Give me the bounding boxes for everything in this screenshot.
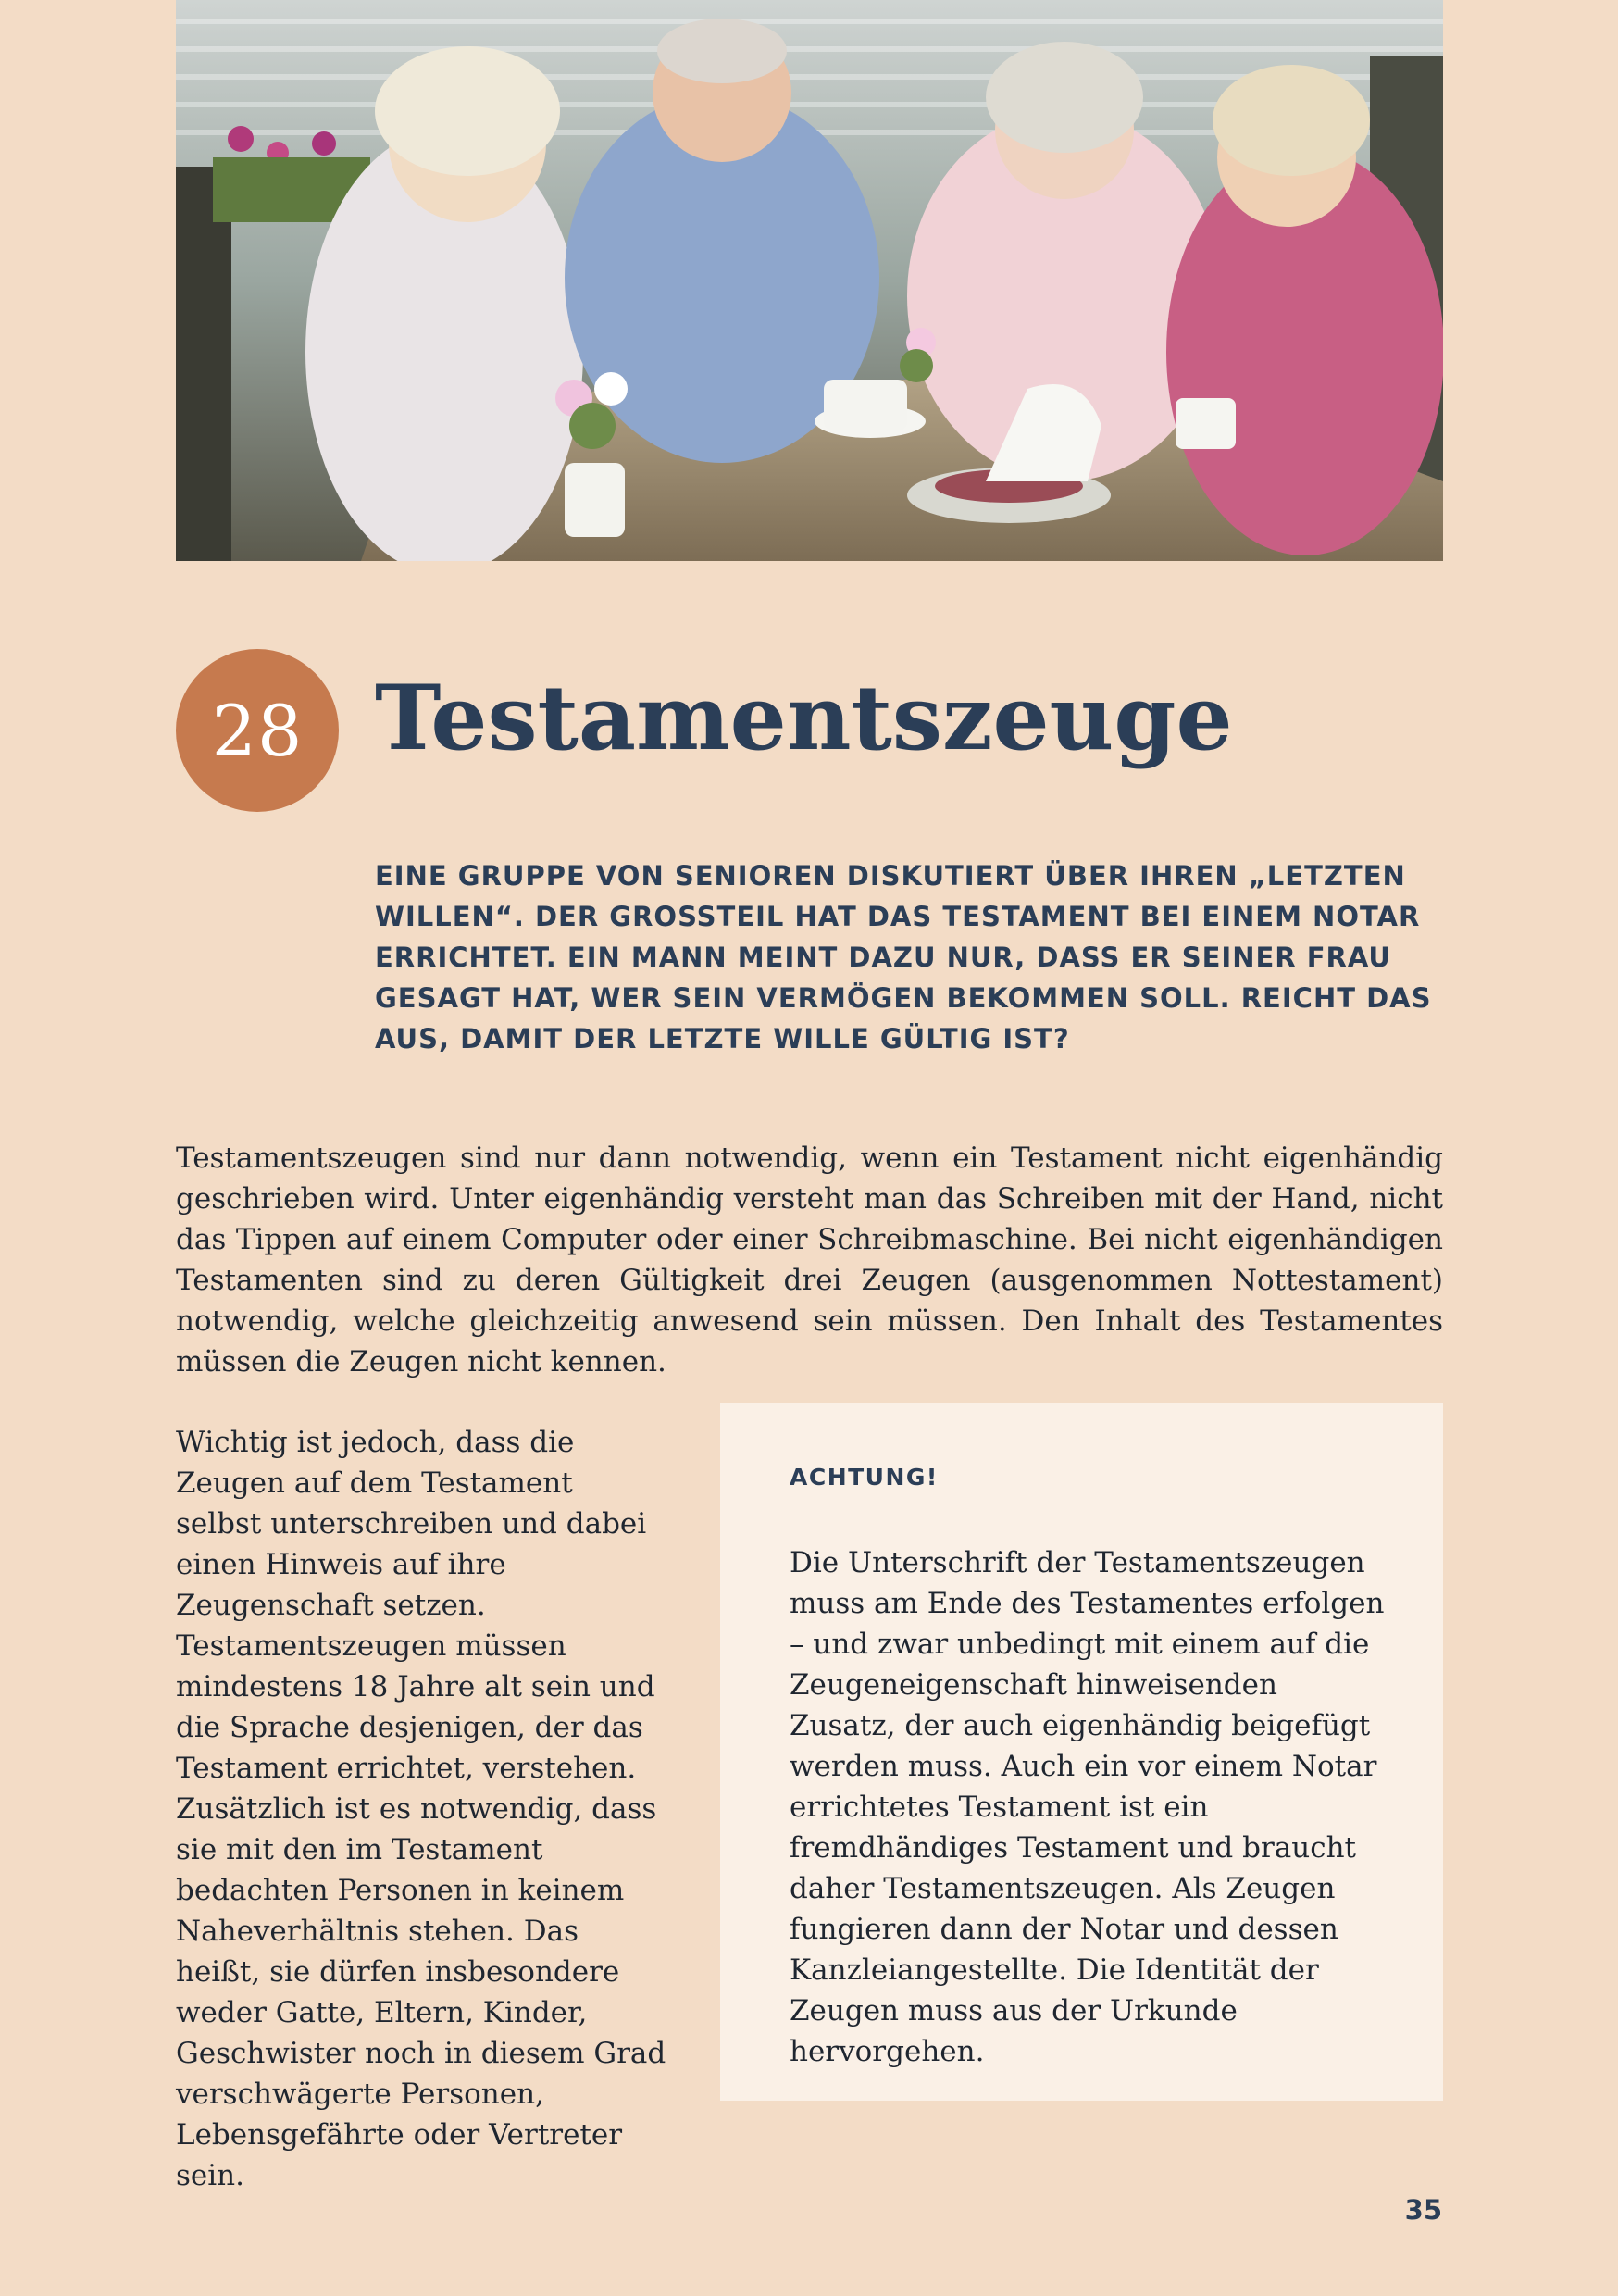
chapter-title: Testamentszeuge bbox=[375, 666, 1233, 770]
photo-illustration bbox=[176, 0, 1443, 561]
attention-box-title: ACHTUNG! bbox=[790, 1464, 939, 1491]
page-number: 35 bbox=[1404, 2194, 1442, 2226]
attention-box bbox=[720, 1403, 1443, 2101]
body-paragraph: Wichtig ist jedoch, dass die Zeugen auf dem Testament selbst unterschreiben und dabei einen Hinweis auf ihre Zeugenschaft setzen. Testamentszeugen müssen mindestens 18 Jahre alt sein und die Sprache desjenigen, der das Testament errichtet, verstehen. Zusätzlich ist es notwendig, dass sie mit den im Testament bedachten Personen in keinem Naheverhältnis stehen. Das heißt, sie dürfen insbesondere weder Gatte, Eltern, Kinder, Geschwister noch in diesem Grad verschwägerte Personen, Lebensgefährte oder Vertreter sein. bbox=[176, 1426, 666, 2192]
lead-paragraph: EINE GRUPPE VON SENIOREN DISKUTIERT ÜBER IHREN „LETZTEN WILLEN“. DER GROSSTEIL HAT DAS TESTAMENT BEI EINEM NOTAR ERRICHTET. EIN MANN MEINT DAZU NUR, DASS ER SEINER FRAU GESAGT HAT, WER SEIN VERMÖGEN BEKOMMEN SOLL. REICHT DAS AUS, DAMIT DER LETZTE WILLE GÜLTIG IST? bbox=[375, 860, 1432, 1054]
seniors-at-cafe-table-photo bbox=[176, 0, 1443, 561]
chapter-number: 28 bbox=[211, 689, 304, 772]
chapter-number-badge bbox=[176, 649, 339, 812]
intro-paragraph: Testamentszeugen sind nur dann notwendig, wenn ein Testament nicht eigenhändig geschrieben wird. Unter eigenhändig versteht man das Schreiben mit der Hand, nicht das Tippen auf einem Computer oder einer Schreibmaschine. Bei nicht eigenhändigen Testamenten sind zu deren Gültigkeit drei Zeugen (ausgenommen Nottestament) notwendig, welche gleichzeitig anwesend sein müssen. Den Inhalt des Testamentes müssen die Zeugen nicht kennen. bbox=[176, 1142, 1443, 1379]
attention-box-body: Die Unterschrift der Testamentszeugen muss am Ende des Testamentes erfolgen – und zwar unbedingt mit einem auf die Zeugeneigenschaft hinweisenden Zusatz, der auch eigenhändig beigefügt werden muss. Auch ein vor einem Notar errichtetes Testament ist ein fremdhändiges Testament und braucht daher Testamentszeugen. Als Zeugen fungieren dann der Notar und dessen Kanzleiangestellte. Die Identität der Zeugen muss aus der Urkunde hervorgehen. bbox=[790, 1546, 1385, 2068]
